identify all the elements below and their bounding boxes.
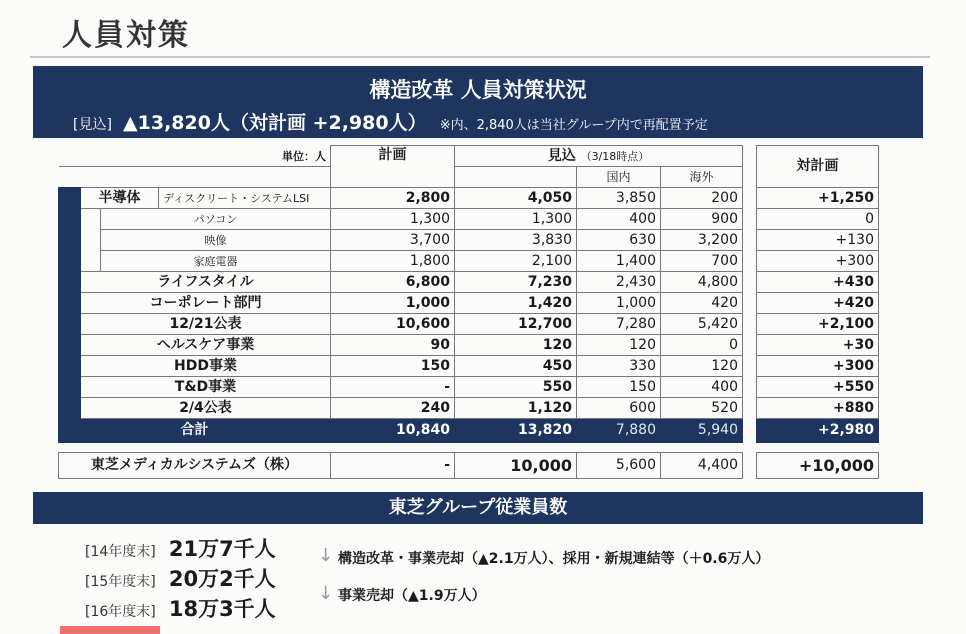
table-row: [59, 377, 879, 398]
headline-figure: ▲13,820人（対計画 +2,980人）: [123, 112, 427, 134]
cell-vs-plan: +550: [757, 377, 879, 398]
cell-domestic: 7,280: [577, 314, 661, 335]
cell-vs-plan: +2,100: [757, 314, 879, 335]
total-forecast: 13,820: [455, 419, 577, 443]
cell-overseas: 120: [661, 356, 743, 377]
table-row: [59, 335, 879, 356]
cell-vs-plan: 0: [757, 209, 879, 230]
cell-domestic: 150: [577, 377, 661, 398]
table-row-subtotal: [59, 398, 879, 419]
cell-overseas: 520: [661, 398, 743, 419]
cell-forecast: 1,120: [455, 398, 577, 419]
cell-forecast: 7,230: [455, 272, 577, 293]
medical-domestic: 5,600: [577, 453, 661, 479]
table-row-total: [59, 419, 879, 443]
row-label: パソコン: [101, 209, 331, 230]
row-label: ライフスタイル: [81, 272, 331, 293]
footer-logo: [60, 626, 160, 634]
row-label: コーポレート部門: [81, 293, 331, 314]
row-label: ディスクリート・システムLSI: [159, 188, 331, 209]
change-reason: 事業売却（▲1.9万人）: [338, 588, 486, 604]
header-banner: [33, 66, 923, 138]
header-forecast-label: 見込: [547, 147, 576, 164]
medical-overseas: 4,400: [661, 453, 743, 479]
table-row: [59, 230, 879, 251]
cell-forecast: 3,830: [455, 230, 577, 251]
medical-plan: -: [331, 453, 455, 479]
group-label: 半導体: [81, 188, 159, 209]
cell-domestic: 1,400: [577, 251, 661, 272]
header-plan: 計画: [331, 146, 455, 188]
cell-plan: 10,600: [331, 314, 455, 335]
change-reason: 構造改革・事業売却（▲2.1万人）、採用・新規連結等（＋0.6万人）: [338, 551, 770, 567]
row-label: HDD事業: [81, 356, 331, 377]
unit-label: 単位：人: [59, 146, 331, 167]
employee-count-row: [85, 533, 276, 563]
cell-forecast: 1,420: [455, 293, 577, 314]
cell-vs-plan: +430: [757, 272, 879, 293]
arrow-down-icon: ↓: [318, 583, 334, 604]
cell-overseas: 900: [661, 209, 743, 230]
medical-label: 東芝メディカルシステムズ（株）: [59, 453, 331, 479]
employee-count-row: [85, 563, 276, 593]
cell-domestic: 400: [577, 209, 661, 230]
cell-plan: 1,300: [331, 209, 455, 230]
fiscal-year-label: [14年度末]: [85, 544, 156, 560]
medical-vs-plan: +10,000: [757, 453, 879, 479]
cell-domestic: 600: [577, 398, 661, 419]
cell-domestic: 330: [577, 356, 661, 377]
table-row: [59, 293, 879, 314]
title-divider: [30, 56, 930, 58]
row-label: 12/21公表: [81, 314, 331, 335]
cell-vs-plan: +420: [757, 293, 879, 314]
employee-count: 18万3千人: [168, 597, 276, 621]
total-plan: 10,840: [331, 419, 455, 443]
header-forecast-date: （3/18時点）: [580, 149, 650, 163]
header-overseas: 海外: [661, 167, 743, 188]
table-row-medical: [59, 453, 879, 479]
cell-forecast: 12,700: [455, 314, 577, 335]
table-row: [59, 272, 879, 293]
cell-overseas: 420: [661, 293, 743, 314]
banner-subtitle: [73, 108, 708, 135]
cell-domestic: 2,430: [577, 272, 661, 293]
cell-overseas: 3,200: [661, 230, 743, 251]
fiscal-year-label: [16年度末]: [85, 604, 156, 620]
employees-banner: 東芝グループ従業員数: [33, 492, 923, 524]
fiscal-year-label: [15年度末]: [85, 574, 156, 590]
table-row: [59, 251, 879, 272]
cell-forecast: 450: [455, 356, 577, 377]
header-vs-plan: 対計画: [757, 146, 879, 188]
arrow-down-icon: ↓: [318, 545, 334, 566]
employee-count-row: [85, 593, 276, 623]
employee-count: 20万2千人: [168, 567, 276, 591]
cell-plan: 150: [331, 356, 455, 377]
row-label: ヘルスケア事業: [81, 335, 331, 356]
cell-overseas: 700: [661, 251, 743, 272]
cell-plan: 1,800: [331, 251, 455, 272]
cell-plan: 1,000: [331, 293, 455, 314]
cell-vs-plan: +880: [757, 398, 879, 419]
cell-vs-plan: +300: [757, 356, 879, 377]
cell-plan: 2,800: [331, 188, 455, 209]
cell-vs-plan: +300: [757, 251, 879, 272]
table-row: [59, 209, 879, 230]
cell-plan: 6,800: [331, 272, 455, 293]
cell-forecast: 4,050: [455, 188, 577, 209]
medical-forecast: 10,000: [455, 453, 577, 479]
cell-domestic: 120: [577, 335, 661, 356]
headcount-table: [58, 145, 879, 479]
cell-plan: 240: [331, 398, 455, 419]
forecast-label: [見込]: [73, 117, 112, 133]
cell-domestic: 1,000: [577, 293, 661, 314]
cell-plan: 3,700: [331, 230, 455, 251]
row-label: T&D事業: [81, 377, 331, 398]
cell-domestic: 3,850: [577, 188, 661, 209]
employee-count: 21万7千人: [168, 537, 276, 561]
row-label: 家庭電器: [101, 251, 331, 272]
cell-forecast: 120: [455, 335, 577, 356]
banner-title: 構造改革 人員対策状況: [369, 78, 587, 102]
table-header-row: [59, 146, 879, 167]
relocation-note: ※内、2,840人は当社グループ内で再配置予定: [439, 118, 708, 133]
page-title: 人員対策: [62, 18, 190, 53]
cell-forecast: 1,300: [455, 209, 577, 230]
cell-vs-plan: +30: [757, 335, 879, 356]
cell-forecast: 2,100: [455, 251, 577, 272]
cell-plan: 90: [331, 335, 455, 356]
cell-vs-plan: +1,250: [757, 188, 879, 209]
row-label: 映像: [101, 230, 331, 251]
cell-overseas: 0: [661, 335, 743, 356]
total-overseas: 5,940: [661, 419, 743, 443]
cell-domestic: 630: [577, 230, 661, 251]
cell-overseas: 4,800: [661, 272, 743, 293]
header-domestic: 国内: [577, 167, 661, 188]
cell-overseas: 400: [661, 377, 743, 398]
cell-overseas: 5,420: [661, 314, 743, 335]
total-label: 合計: [59, 419, 331, 443]
table-row-subtotal: [59, 314, 879, 335]
table-row: [59, 356, 879, 377]
row-label: 2/4公表: [81, 398, 331, 419]
table-row: [59, 188, 879, 209]
header-forecast: [455, 146, 743, 167]
cell-overseas: 200: [661, 188, 743, 209]
total-domestic: 7,880: [577, 419, 661, 443]
cell-plan: -: [331, 377, 455, 398]
total-vs-plan: +2,980: [757, 419, 879, 443]
cell-vs-plan: +130: [757, 230, 879, 251]
cell-forecast: 550: [455, 377, 577, 398]
